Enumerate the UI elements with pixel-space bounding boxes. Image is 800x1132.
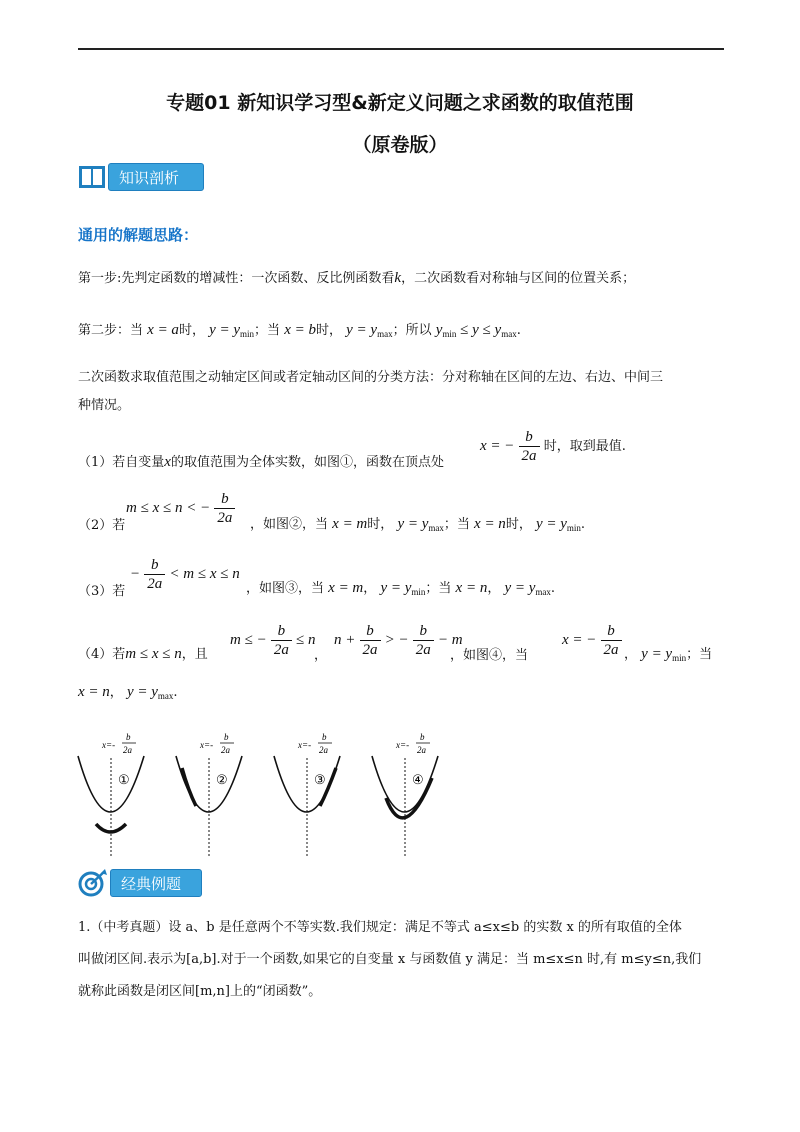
svg-text:b: b [224, 732, 229, 742]
step-two: 第二步：当 x = a时， $y = y_{min}$；当 x = b时， $y = y_{max}$；所以 $y_{min} \le y \le y_{max}$. [78, 322, 521, 339]
page-subtitle: （原卷版） [352, 134, 448, 156]
svg-text:b: b [420, 732, 425, 742]
axis-label: x=- [298, 740, 312, 750]
top-rule [78, 48, 724, 50]
example-line1: 1.（中考真题）设 a、b 是任意两个不等实数.我们规定：满足不等式 a≤x≤b 的实数 x 的所有取值的全体 [78, 920, 682, 935]
svg-text:b: b [126, 732, 131, 742]
example-line2: 叫做闭区间.表示为[a,b].对于一个函数,如果它的自变量 x 与函数值 y 满足：当 m≤x≤n 时,有 m≤y≤n,我们 [78, 952, 702, 967]
case-three: （3）若 − $\frac{b}{2a}$ < m ≤ x ≤ n ，如图③，当 x = m， $y = y_{min}$；当 x = n， $y = y_{max}$. [78, 557, 556, 599]
case-four: （4）若m ≤ x ≤ n，且 m ≤ − $\frac{b}{2a}$ ≤ n ， n + $\frac{b}{2a}$ > − $\frac{b}{2a}$ − m ，如图④，当 x = − $\frac{b}{2a}$ ， $y = y_{min}$；当 [78, 623, 713, 663]
case-four-cont: x = n， $y = y_{max}$. [78, 684, 178, 701]
figure-3 [270, 728, 350, 858]
svg-text:2a: 2a [417, 745, 426, 755]
example-line3: 就称此函数是闭区间[m,n]上的“闭函数”。 [78, 984, 322, 999]
figure-label: ③ [314, 773, 326, 788]
figure-label: ② [216, 773, 228, 788]
figure-1 [74, 728, 154, 858]
axis-label: x=- [200, 740, 214, 750]
svg-text:2a: 2a [221, 745, 230, 755]
figure-2 [172, 728, 252, 858]
case-two: （2）若 m ≤ x ≤ n < − $\frac{b}{2a}$ ，如图②，当 x = m时， $y = y_{max}$；当 x = n时， $y = y_{min}$. [78, 491, 586, 533]
axis-label: x=- [102, 740, 116, 750]
book-icon [78, 163, 106, 191]
axis-label: x=- [396, 740, 410, 750]
section-heading: 通用的解题思路： [78, 226, 199, 244]
knowledge-banner: 知识剖析 [108, 163, 204, 191]
figure-label: ① [118, 773, 130, 788]
page-title: 专题01 新知识学习型&新定义问题之求函数的取值范围 [166, 92, 634, 114]
classification-para-line1: 二次函数求取值范围之动轴定区间或者定轴动区间的分类方法：分对称轴在区间的左边、右边、中间三 [78, 370, 664, 385]
case-one: （1）若自变量x的取值范围为全体实数，如图①，函数在顶点处 x = − $\frac{b}{2a}$ 时，取到最值. [78, 429, 626, 470]
figure-4 [368, 728, 448, 858]
examples-banner: 经典例题 [110, 869, 202, 897]
svg-text:b: b [322, 732, 327, 742]
svg-text:2a: 2a [123, 745, 132, 755]
step-one: 第一步:先判定函数的增减性：一次函数、反比例函数看k，二次函数看对称轴与区间的位置关系； [78, 270, 636, 286]
svg-text:2a: 2a [319, 745, 328, 755]
classification-para-line2: 种情况。 [78, 398, 131, 413]
figure-label: ④ [412, 773, 424, 788]
target-icon [78, 868, 108, 898]
